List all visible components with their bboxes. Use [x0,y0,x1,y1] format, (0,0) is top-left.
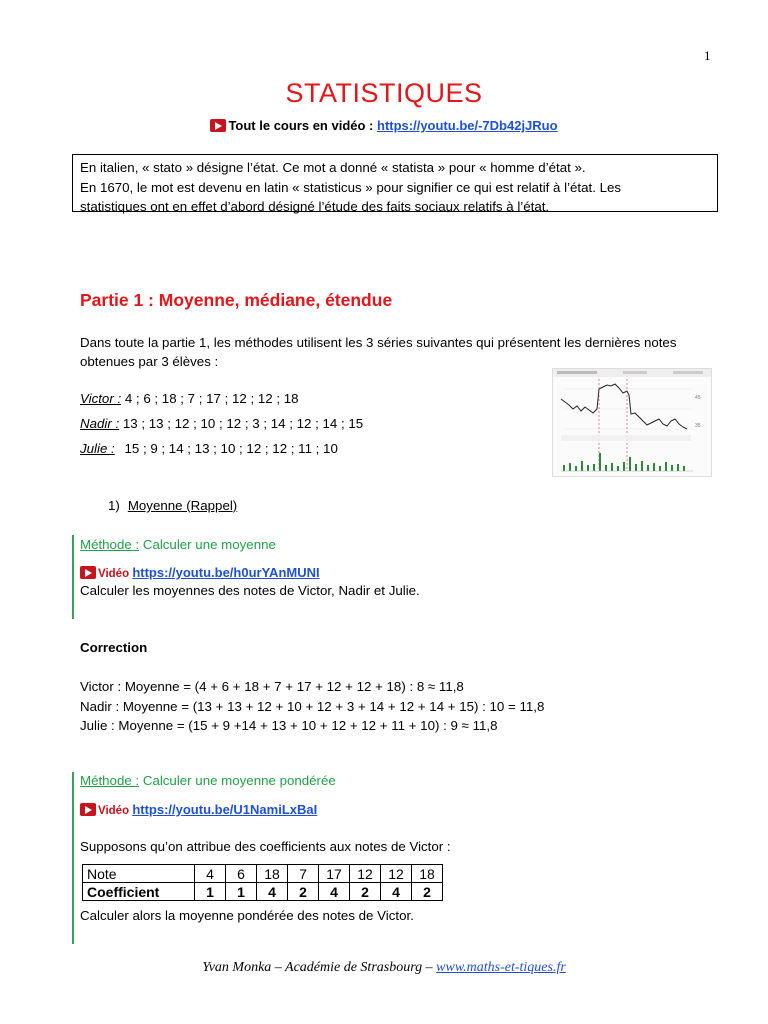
table-cell: 4 [319,883,350,901]
method2-intro: Supposons qu’on attribue des coefficients aux notes de Victor : [80,839,451,854]
youtube-play-icon [80,803,96,816]
page-footer [0,960,768,976]
method2-label: Méthode : [80,773,140,788]
method2-task: Calculer alors la moyenne pondérée des notes de Victor. [80,908,414,923]
section1-number: 1) [108,498,120,513]
table-cell: 2 [288,883,319,901]
section1-heading [108,498,237,513]
method2-bar [72,772,74,944]
table-cell: 18 [412,865,443,883]
table-cell: 4 [257,883,288,901]
table-cell: 1 [195,883,226,901]
svg-text:45: 45 [695,395,701,401]
method2-video-label: Vidéo [98,805,133,817]
series-name: Victor : [80,391,122,406]
correction-block [80,677,544,736]
section1-title: Moyenne (Rappel) [127,498,238,513]
table-row-label: Note [83,865,195,883]
method1-video-line [80,565,320,580]
table-row-coefficients [83,883,443,901]
series-row-victor [80,391,299,406]
method1-video-link[interactable]: https://youtu.be/h0urYAnMUNI [132,565,320,580]
series-values: 13 ; 13 ; 12 ; 10 ; 12 ; 3 ; 14 ; 12 ; 14 ; 15 [122,416,364,431]
correction-label: Correction [80,640,148,655]
table-row-notes [83,865,443,883]
footer-text: Yvan Monka – Académie de Strasbourg – [202,960,437,975]
youtube-play-icon [80,566,96,579]
intro-line: En 1670, le mot est devenu en latin « statisticus » pour signifier ce qui est relatif à l’état. Les [80,179,622,195]
method1-task: Calculer les moyennes des notes de Victor, Nadir et Julie. [80,583,420,598]
table-row-label: Coefficient [83,883,195,901]
correction-line: Julie : Moyenne = (15 + 9 +14 + 13 + 10 + 12 + 12 + 11 + 10) : 9 ≈ 11,8 [80,718,498,733]
method1-video-label: Vidéo [98,568,133,580]
svg-text:35: 35 [695,423,701,429]
page-title: STATISTIQUES [285,78,483,108]
method1-title: Calculer une moyenne [139,537,276,552]
table-cell: 18 [257,865,288,883]
correction-line: Nadir : Moyenne = (13 + 13 + 12 + 10 + 12 + 3 + 14 + 12 + 14 + 15) : 10 = 11,8 [80,698,545,714]
series-values: 4 ; 6 ; 18 ; 7 ; 17 ; 12 ; 12 ; 18 [124,391,299,406]
series-name: Julie : [80,441,115,456]
intro-line: En italien, « stato » désigne l’état. Ce mot a donné « statista » pour « homme d’état ». [80,160,586,175]
table-cell: 12 [350,865,381,883]
page-number: 1 [704,48,711,63]
table-cell: 4 [381,883,412,901]
method1-bar [72,535,74,619]
table-cell: 4 [195,865,226,883]
method2-video-link[interactable]: https://youtu.be/U1NamiLxBaI [132,802,318,817]
coefficient-table [82,864,443,901]
intro-box [72,154,718,212]
method2-heading [80,773,336,788]
youtube-play-icon [210,119,226,132]
series-name: Nadir : [80,416,120,431]
course-video-label: Tout le cours en vidéo : [228,118,377,133]
series-row-nadir [80,416,363,431]
intro-line: statistiques ont en effet d’abord désigné l’étude des faits sociaux relatifs à l’état. [80,199,550,214]
method1-label: Méthode : [80,537,140,552]
part1-intro: Dans toute la partie 1, les méthodes utilisent les 3 séries suivantes qui présentent les dernières notes obtenues par 3 élèves : [80,335,677,369]
table-cell: 2 [412,883,443,901]
table-cell: 12 [381,865,412,883]
stock-chart-thumbnail [552,368,712,477]
footer-link[interactable]: www.maths-et-tiques.fr [436,960,566,975]
series-row-julie [80,441,338,456]
method2-video-line [80,802,317,817]
table-cell: 6 [226,865,257,883]
course-video-line [0,118,768,133]
method1-heading [80,537,276,552]
table-cell: 7 [288,865,319,883]
table-cell: 2 [350,883,381,901]
method2-title: Calculer une moyenne pondérée [139,773,336,788]
part1-heading: Partie 1 : Moyenne, médiane, étendue [80,290,393,310]
table-cell: 17 [319,865,350,883]
course-video-link[interactable]: https://youtu.be/-7Db42jJRuo [377,118,558,133]
table-cell: 1 [226,883,257,901]
series-values: 15 ; 9 ; 14 ; 13 ; 10 ; 12 ; 12 ; 11 ; 10 [124,441,338,456]
correction-line: Victor : Moyenne = (4 + 6 + 18 + 7 + 17 + 12 + 12 + 18) : 8 ≈ 11,8 [80,679,464,694]
